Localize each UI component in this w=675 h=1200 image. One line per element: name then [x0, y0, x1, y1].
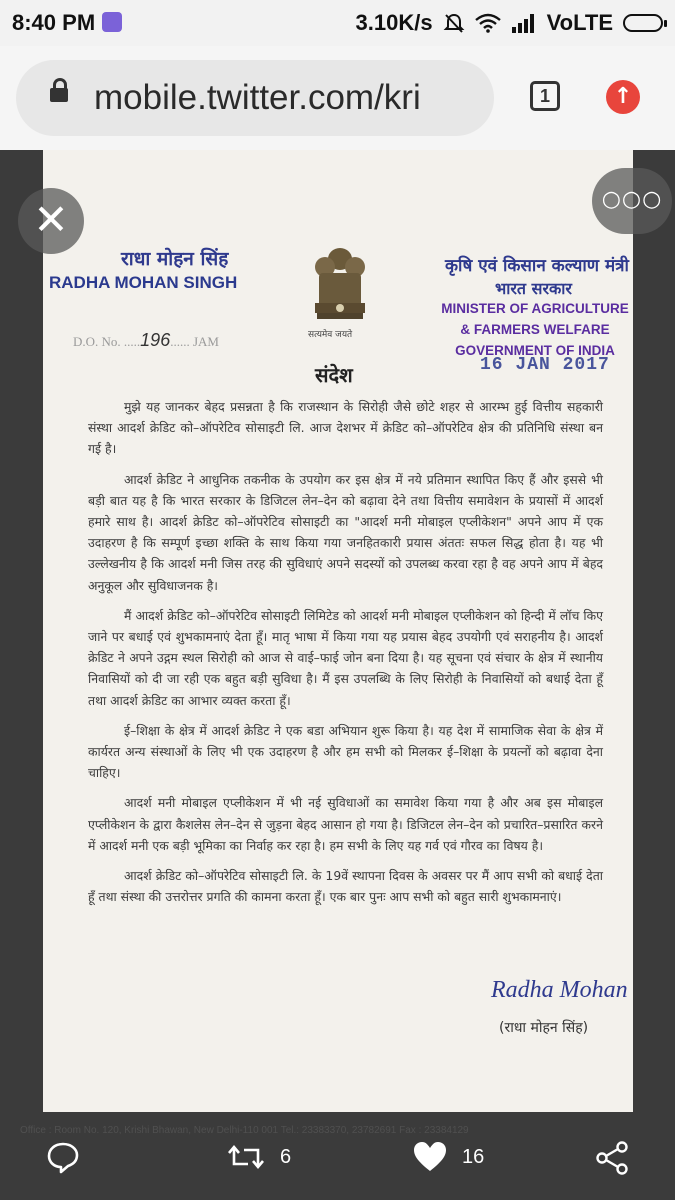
retweet-count: 6	[280, 1145, 292, 1168]
paragraph: आदर्श क्रेडिट को–ऑपरेटिव सोसाइटी लि. के 19वें स्थापना दिवस के अवसर पर मैं आप सभी को बधाई देता हूँ तथा संस्था की उत्तरोत्तर प्रगति की कामना करता हूँ। एक बार पुनः आप सभी को बहुत सारी शुभकामनाएं।	[88, 868, 603, 905]
notification-app-icon	[102, 12, 122, 32]
letter-footer: Office : Room No. 120, Krishi Bhawan, New Delhi-110 001 Tel.: 23383370, 23782691 Fax : 23384129	[20, 1125, 469, 1136]
wifi-icon	[475, 13, 501, 33]
url-text[interactable]: mobile.twitter.com/kri	[94, 78, 421, 117]
government-hindi: भारत सरकार	[495, 279, 572, 298]
update-arrow-icon[interactable]: ↑	[606, 80, 640, 114]
do-number: 196	[140, 330, 171, 350]
share-icon	[594, 1140, 630, 1176]
signatory-name: (राधा मोहन सिंह)	[499, 1020, 589, 1036]
more-icon: ○○○	[601, 187, 663, 212]
mute-bell-icon	[443, 12, 465, 34]
volte-label: VoLTE	[546, 10, 613, 35]
signal-icon	[511, 13, 537, 33]
more-options-button[interactable]	[592, 168, 672, 234]
address-bar[interactable]	[16, 60, 494, 136]
minister-line: GOVERNMENT OF INDIA	[455, 343, 615, 358]
minister-line: MINISTER OF AGRICULTURE	[441, 301, 629, 316]
like-count: 16	[462, 1145, 485, 1168]
do-suffix: JAM	[192, 334, 219, 349]
status-icons	[356, 10, 663, 36]
paragraph: मुझे यह जानकर बेहद प्रसन्नता है कि राजस्थान के सिरोही जैसे छोटे शहर से आरम्भ हुई वित्तीय सहकारी संस्था आदर्श क्रेडिट को–ऑपरेटिव सोसाइटी लि. आज देशभर में क्रेडिट को–ऑपरेटिव क्षेत्र की प्रतिनिधि संस्था बन गई है।	[88, 399, 603, 457]
letter-image	[43, 150, 633, 1112]
network-speed: 3.10K/s	[355, 10, 433, 35]
letter-body	[88, 396, 603, 916]
lock-icon	[50, 88, 68, 102]
paragraph: आदर्श क्रेडिट ने आधुनिक तकनीक के उपयोग कर इस क्षेत्र में नये प्रतिमान स्थापित किए हैं और इससे भी बड़ी बात यह है कि भारत सरकार के डिजिटल लेन–देन को बढ़ावा देने तथा वित्तीय समावेशन के प्रयासों में आदर्श हमारे साथ है। आदर्श क्रेडिट को–ऑपरेटिव सोसाइटी का "आदर्श मनी मोबाइल एप्लीकेशन" अपने आप में एक उदाहरण है कि सम्पूर्ण इच्छा शक्ति के साथ किया गया जनहितकारी प्रयास अंततः सफल सिद्ध होता है। यह भी उल्लेखनीय है कि आदर्श मनी जिस तरह की सुविधाएं अपने सदस्यों को उपलब्ध करवा रहा है वह अपने आप में बेहद अनुकूल और सुविधाजनक है।	[88, 471, 603, 593]
minister-title-hindi: कृषि एवं किसान कल्याण मंत्री	[445, 256, 629, 276]
battery-icon	[623, 14, 663, 32]
reply-button[interactable]	[46, 1140, 80, 1174]
emblem-motto: सत्यमेव जयते	[308, 330, 353, 340]
heart-icon	[412, 1140, 448, 1174]
minister-line: & FARMERS WELFARE	[460, 322, 610, 337]
close-icon: ✕	[33, 195, 69, 244]
status-bar	[0, 0, 675, 46]
clock: 8:40 PM	[12, 10, 96, 35]
sender-name-hindi: राधा मोहन सिंह	[121, 248, 229, 270]
sender-name-english: RADHA MOHAN SINGH	[49, 273, 238, 292]
handwritten-signature: Radha Mohan	[491, 977, 628, 1003]
media-viewer	[0, 150, 675, 1200]
retweet-icon	[226, 1140, 266, 1174]
close-button[interactable]	[18, 188, 84, 254]
minister-title-english	[436, 298, 633, 361]
like-button[interactable]	[412, 1140, 484, 1174]
date-stamp: 16 JAN 2017	[480, 355, 610, 375]
share-button[interactable]	[594, 1140, 630, 1176]
paragraph: मैं आदर्श क्रेडिट को–ऑपरेटिव सोसाइटी लिमिटेड को आदर्श मनी मोबाइल एप्लीकेशन को हिन्दी में लॉच किए जाने पर बधाई एवं शुभकामनाएं देता हूँ। मातृ भाषा में किया गया यह प्रयास बेहद उपयोगी एवं सराहनीय है। आदर्श क्रेडिट ने अपने उद्गम स्थल सिरोही को आज से वाई–फाई जोन बना दिया है। यह सूचना एवं संचार के क्षेत्र में स्थानीय निवासियों को दी जा रही एक बहुत बड़ी सुविधा है। मैं इस उपलब्धि के लिए सिरोही के निवासियों को बधाई देता हूँ तथा आदर्श क्रेडिट का आभार व्यक्त करता हूँ।	[88, 607, 603, 708]
retweet-button[interactable]	[226, 1140, 291, 1174]
letter-heading: संदेश	[315, 363, 353, 387]
tweet-actions	[0, 1120, 675, 1200]
do-prefix: D.O. No.	[73, 334, 121, 349]
reference-number: D.O. No. .....196...... JAM	[73, 330, 219, 350]
national-emblem-icon	[305, 245, 375, 335]
reply-icon	[46, 1140, 80, 1174]
paragraph: आदर्श मनी मोबाइल एप्लीकेशन में भी नई सुविधाओं का समावेश किया गया है और अब इस मोबाइल एप्लीकेशन के द्वारा कैशलेस लेन–देन से जुड़ना बेहद आसान हो गया है। डिजिटल लेन–देन को प्रचारित–प्रसारित करने में आदर्श मनी एक बड़ी भूमिका का निर्वाह कर रहा है। हम सभी के लिए यह गर्व एवं गौरव का विषय है।	[88, 795, 603, 853]
paragraph: ई–शिक्षा के क्षेत्र में आदर्श क्रेडिट ने एक बडा अभियान शुरू किया है। यह देश में सामाजिक सेवा के क्षेत्र में कार्यरत अन्य संस्थाओं के लिए भी एक उदाहरण है और हम सभी को मिलकर ई–शिक्षा के प्रयत्नों को बढ़ावा देना चाहिए।	[88, 722, 603, 781]
tab-switcher-button[interactable]: 1	[530, 81, 560, 111]
browser-toolbar	[0, 46, 675, 150]
